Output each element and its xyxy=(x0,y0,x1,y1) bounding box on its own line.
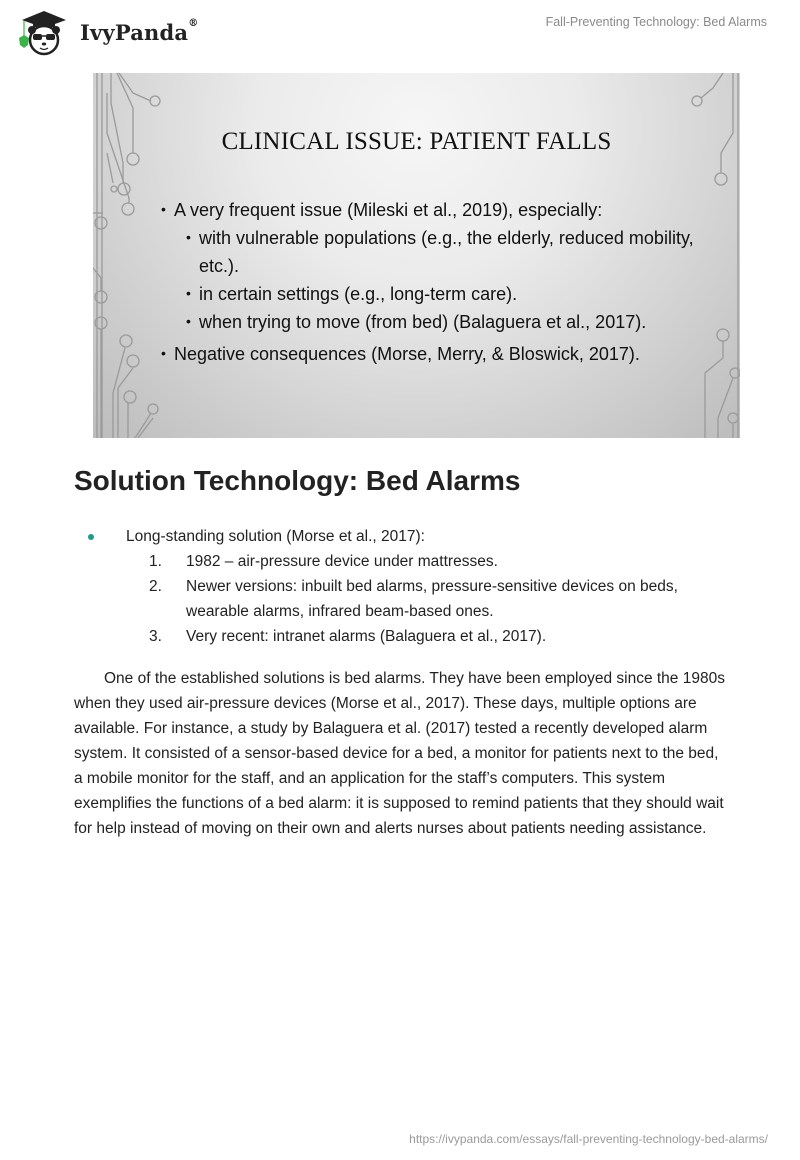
panda-graduate-icon xyxy=(14,8,74,56)
body-paragraph: One of the established solutions is bed alarms. They have been employed since the 1980s when they used air-pressure devices (Morse et al., 2017). These days, multiple options are available. For instance, a study by Balaguera et al. (2017) tested a recently developed alarm system. It consisted of a sensor-based device for a bed, a monitor for patients next to the bed, a mobile monitor for the staff, and an application for the staff’s computers. This system exemplifies the functions of a bed alarm: it is supposed to remind patients that they should wait for help instead of moving on their own and alerts nurses about patients needing assistance. xyxy=(74,670,725,837)
item-number: 2. xyxy=(149,578,162,595)
slide-bullet-item: • Negative consequences (Morse, Merry, & Bloswick, 2017). xyxy=(161,340,721,368)
item-number: 3. xyxy=(149,628,162,645)
item-text: Very recent: intranet alarms (Balaguera et al., 2017). xyxy=(186,628,547,645)
item-text: Newer versions: inbuilt bed alarms, pressure-sensitive devices on beds, wearable alarms, infrared beam-based ones. xyxy=(186,578,678,620)
slide-sub-bullet-item: • when trying to move (from bed) (Balaguera et al., 2017). xyxy=(186,308,721,336)
slide-title: CLINICAL ISSUE: PATIENT FALLS xyxy=(221,128,612,155)
bullet-text: Long-standing solution (Morse et al., 2017): xyxy=(126,528,425,545)
page-header xyxy=(0,0,800,60)
brand-name: IvyPanda® xyxy=(80,17,199,45)
item-text: 1982 – air-pressure device under mattresses. xyxy=(186,553,498,570)
numbered-item xyxy=(74,574,734,624)
source-url-link[interactable]: https://ivypanda.com/essays/fall-preventing-technology-bed-alarms/ xyxy=(409,1132,768,1146)
numbered-item xyxy=(74,549,734,574)
bullet-dot-icon xyxy=(88,534,94,540)
document-title: Fall-Preventing Technology: Bed Alarms xyxy=(545,15,767,29)
slide-bullet-list xyxy=(161,196,721,368)
solution-list xyxy=(74,524,734,649)
slide-sub-bullet-item: • with vulnerable populations (e.g., the elderly, reduced mobility, etc.). xyxy=(186,224,721,280)
slide-sub-bullet-item: • in certain settings (e.g., long-term care). xyxy=(186,280,721,308)
ivypanda-logo[interactable] xyxy=(14,8,198,56)
numbered-item xyxy=(74,624,734,649)
item-number: 1. xyxy=(149,553,162,570)
bullet-item xyxy=(74,524,734,549)
slide-bullet-item: • A very frequent issue (Mileski et al., 2019), especially: xyxy=(161,196,721,224)
slide-image xyxy=(93,73,740,438)
section-heading: Solution Technology: Bed Alarms xyxy=(74,465,521,496)
